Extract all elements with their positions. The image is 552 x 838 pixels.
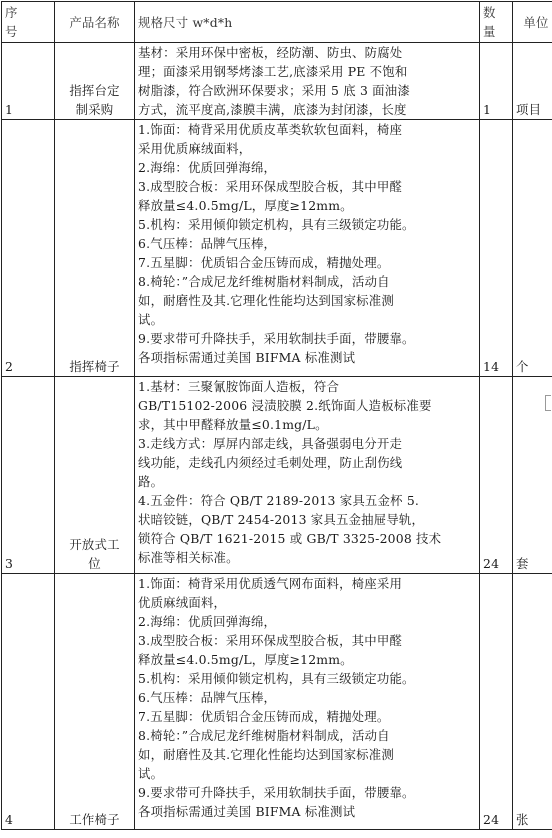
spec-line: 各项指标需通过美国 BIFMA 标准测试 [138,350,356,365]
spec-line: 方式，流平度高,漆膜丰满，底漆为封闭漆，长度 [138,102,407,117]
row-qty: 14 [480,120,513,377]
spec-line: 各项指标需通过美国 BIFMA 标准测试 [138,804,356,819]
product-name-line: 指挥椅子 [69,359,120,374]
spec-line: 标准等相关标准。 [138,550,239,565]
spec-line: 状暗铰链，QB/T 2454-2013 家具五金抽屉导轨， [138,512,425,527]
spec-line: 3.走线方式：厚屏内部走线，具备强弱电分开走 [138,436,403,451]
row-seq: 2 [2,120,55,377]
row-qty: 24 [480,574,513,830]
row-spec [135,43,480,120]
row-product-name [55,574,135,830]
row-spec [135,574,480,830]
spec-line: 2.海绵：优质回弹海绵， [138,160,277,175]
spec-line: 路。 [138,474,164,489]
row-unit: 个 [513,120,552,377]
product-name-line: 工作椅子 [69,812,120,827]
table-row [2,377,552,574]
spec-line: 试。 [138,312,164,327]
spec-line: 优质麻绒面料， [138,595,227,610]
table-row [2,574,552,830]
spec-line: 6.气压棒：品牌气压棒， [138,690,277,705]
product-name-line: 开放式工 [69,537,120,552]
spec-line: 试。 [138,766,164,781]
spec-line: 树脂漆，符合欧洲环保要求；采用 5 底 3 面油漆 [138,83,410,98]
procurement-spec-table [1,1,552,830]
product-name-line: 位 [88,556,101,571]
header-seq-line: 号 [5,24,18,39]
row-seq: 3 [2,377,55,574]
spec-line: 6.气压棒：品牌气压棒， [138,236,277,251]
spec-line: 理；面漆采用钢琴烤漆工艺,底漆采用 PE 不饱和 [138,64,408,79]
spec-line: 锁符合 QB/T 1621-2015 或 GB/T 3325-2008 技术 [138,531,442,546]
spec-line: 1.饰面：椅背采用优质透气网布面料，椅座采用 [138,576,403,591]
spec-line: 2.海绵：优质回弹海绵， [138,614,277,629]
header-unit: 单位 [513,2,552,43]
row-spec [135,120,480,377]
row-product-name [55,120,135,377]
header-name: 产品名称 [55,2,135,43]
row-unit: 套 [513,377,552,574]
spec-line: GB/T15102-2006 浸渍胶膜 2.纸饰面人造板标准要 [138,398,432,413]
spec-line: 7.五星脚：优质铝合金压铸而成，精抛处理。 [138,709,390,724]
row-qty: 24 [480,377,513,574]
spec-line: 3.成型胶合板：采用环保成型胶合板，其中甲醛 [138,633,403,648]
header-seq-line: 序 [5,5,18,20]
row-unit: 张 [513,574,552,830]
spec-line: 1.基材：三聚氰胺饰面人造板，符合 [138,379,340,394]
row-product-name [55,377,135,574]
header-qty-line: 数 [483,5,496,20]
spec-line: 如，耐磨性及其.它理化性能均达到国家标准测 [138,747,394,762]
spec-line: 5.机构：采用倾仰锁定机构，具有三级锁定功能。 [138,217,415,232]
spec-line: 采用优质麻绒面料， [138,141,252,156]
spec-line: 1.饰面：椅背采用优质皮革类软软包面料，椅座 [138,122,403,137]
spec-line: 9.要求带可升降扶手，采用软制扶手面，带腰靠。 [138,785,415,800]
row-seq: 4 [2,574,55,830]
header-spec: 规格尺寸 w*d*h [135,2,480,43]
row-product-name [55,43,135,120]
spec-line: 释放量≤4.0.5mg/L，厚度≥12mm。 [138,652,353,667]
spec-line: 求，其中甲醛释放量≤0.1mg/L。 [138,417,328,432]
spec-line: 3.成型胶合板：采用环保成型胶合板，其中甲醛 [138,179,403,194]
spec-line: 7.五星脚：优质铝合金压铸而成，精抛处理。 [138,255,390,270]
page-edge-marker [545,395,551,411]
spec-line: 5.机构：采用倾仰锁定机构，具有三级锁定功能。 [138,671,415,686]
row-qty: 1 [480,43,513,120]
spec-line: 4.五金件：符合 QB/T 2189-2013 家具五金杯 5. [138,493,420,508]
spec-line: 9.要求带可升降扶手，采用软制扶手面，带腰靠。 [138,331,415,346]
header-qty [480,2,513,43]
spec-line: 释放量≤4.0.5mg/L，厚度≥12mm。 [138,198,353,213]
table-row [2,43,552,120]
header-row [2,2,552,43]
spec-line: 8.椅轮：”合成尼龙纤维树脂材料制成，活动自 [138,274,390,289]
product-name-line: 制采购 [75,102,114,117]
spec-line: 8.椅轮：”合成尼龙纤维树脂材料制成，活动自 [138,728,390,743]
header-qty-line: 量 [483,24,496,39]
row-spec [135,377,480,574]
spec-line: 如，耐磨性及其.它理化性能均达到国家标准测 [138,293,394,308]
row-seq: 1 [2,43,55,120]
table-row [2,120,552,377]
spec-line: 线功能，走线孔内须经过毛刺处理，防止刮伤线 [138,455,403,470]
spec-line: 基材：采用环保中密板，经防潮、防虫、防腐处 [138,45,403,60]
product-name-line: 指挥台定 [69,83,120,98]
header-seq [2,2,55,43]
row-unit: 项目 [513,43,552,120]
